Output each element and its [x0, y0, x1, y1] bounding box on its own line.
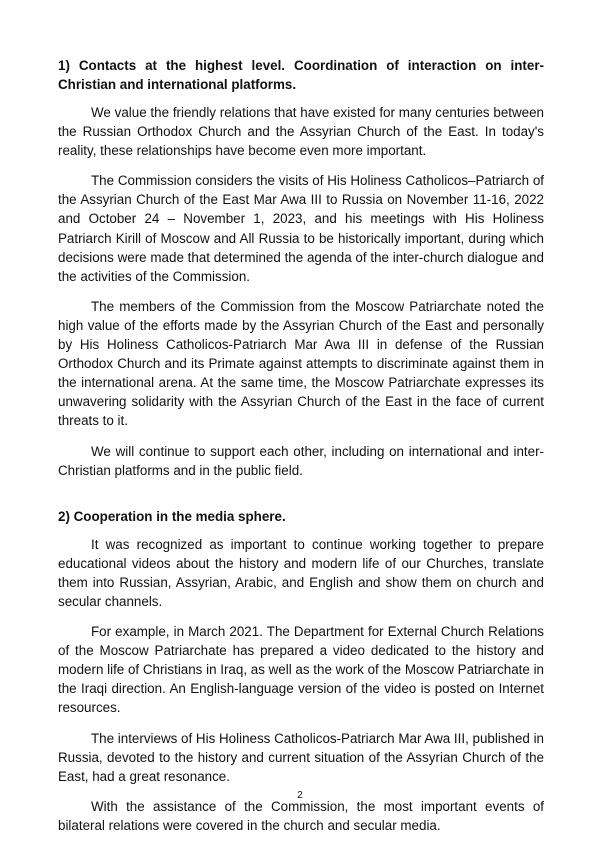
paragraph: For example, in March 2021. The Department for External Church Relations of the Moscow Patriarchate has prepared a video dedicated to the history and modern life of Christians in Iraq, as well as the work of the Moscow Patriarchate in the Iraqi direction. An English-language version of the video is posted on Internet resources.	[58, 624, 544, 716]
page-number: 2	[297, 790, 303, 801]
paragraph: The Commission considers the visits of His Holiness Catholicos–Patriarch of the Assyrian Church of the East Mar Awa III to Russia on November 11-16, 2022 and October 24 – November 1, 2023, and his meetings with His Holiness Patriarch Kirill of Moscow and All Russia to be historically important, during which decisions were made that determined the agenda of the inter-church dialogue and the activities of the Commission.	[58, 173, 544, 284]
section-heading: 2) Cooperation in the media sphere.	[58, 508, 286, 524]
section-heading: 1) Contacts at the highest level. Coordination of interaction on inter-Christian and international platforms.	[58, 58, 544, 92]
paragraph: We value the friendly relations that have existed for many centuries between the Russian Orthodox Church and the Assyrian Church of the East. In today's reality, these relationships have become even more important.	[58, 105, 544, 159]
section-media	[58, 507, 544, 835]
paragraph: With the assistance of the Commission, the most important events of bilateral relations were covered in the church and secular media.	[58, 798, 544, 833]
section-contacts	[58, 56, 544, 480]
paragraph: It was recognized as important to continue working together to prepare educational videos about the history and modern life of our Churches, translate them into Russian, Assyrian, Arabic, and English and show them on church and secular channels.	[58, 536, 544, 609]
paragraph: The interviews of His Holiness Catholicos-Patriarch Mar Awa III, published in Russia, devoted to the history and current situation of the Assyrian Church of the East, had a great resonance.	[58, 730, 544, 784]
paragraph: The members of the Commission from the Moscow Patriarchate noted the high value of the efforts made by the Assyrian Church of the East and personally by His Holiness Catholicos-Patriarch Mar Awa III in defense of the Russian Orthodox Church and its Primate against attempts to discriminate against them in the international arena. At the same time, the Moscow Patriarchate expresses its unwavering solidarity with the Assyrian Church of the East in the face of current threats to it.	[58, 298, 544, 429]
document-page	[58, 56, 544, 846]
paragraph: We will continue to support each other, including on international and inter-Christian platforms and in the public field.	[58, 443, 544, 478]
